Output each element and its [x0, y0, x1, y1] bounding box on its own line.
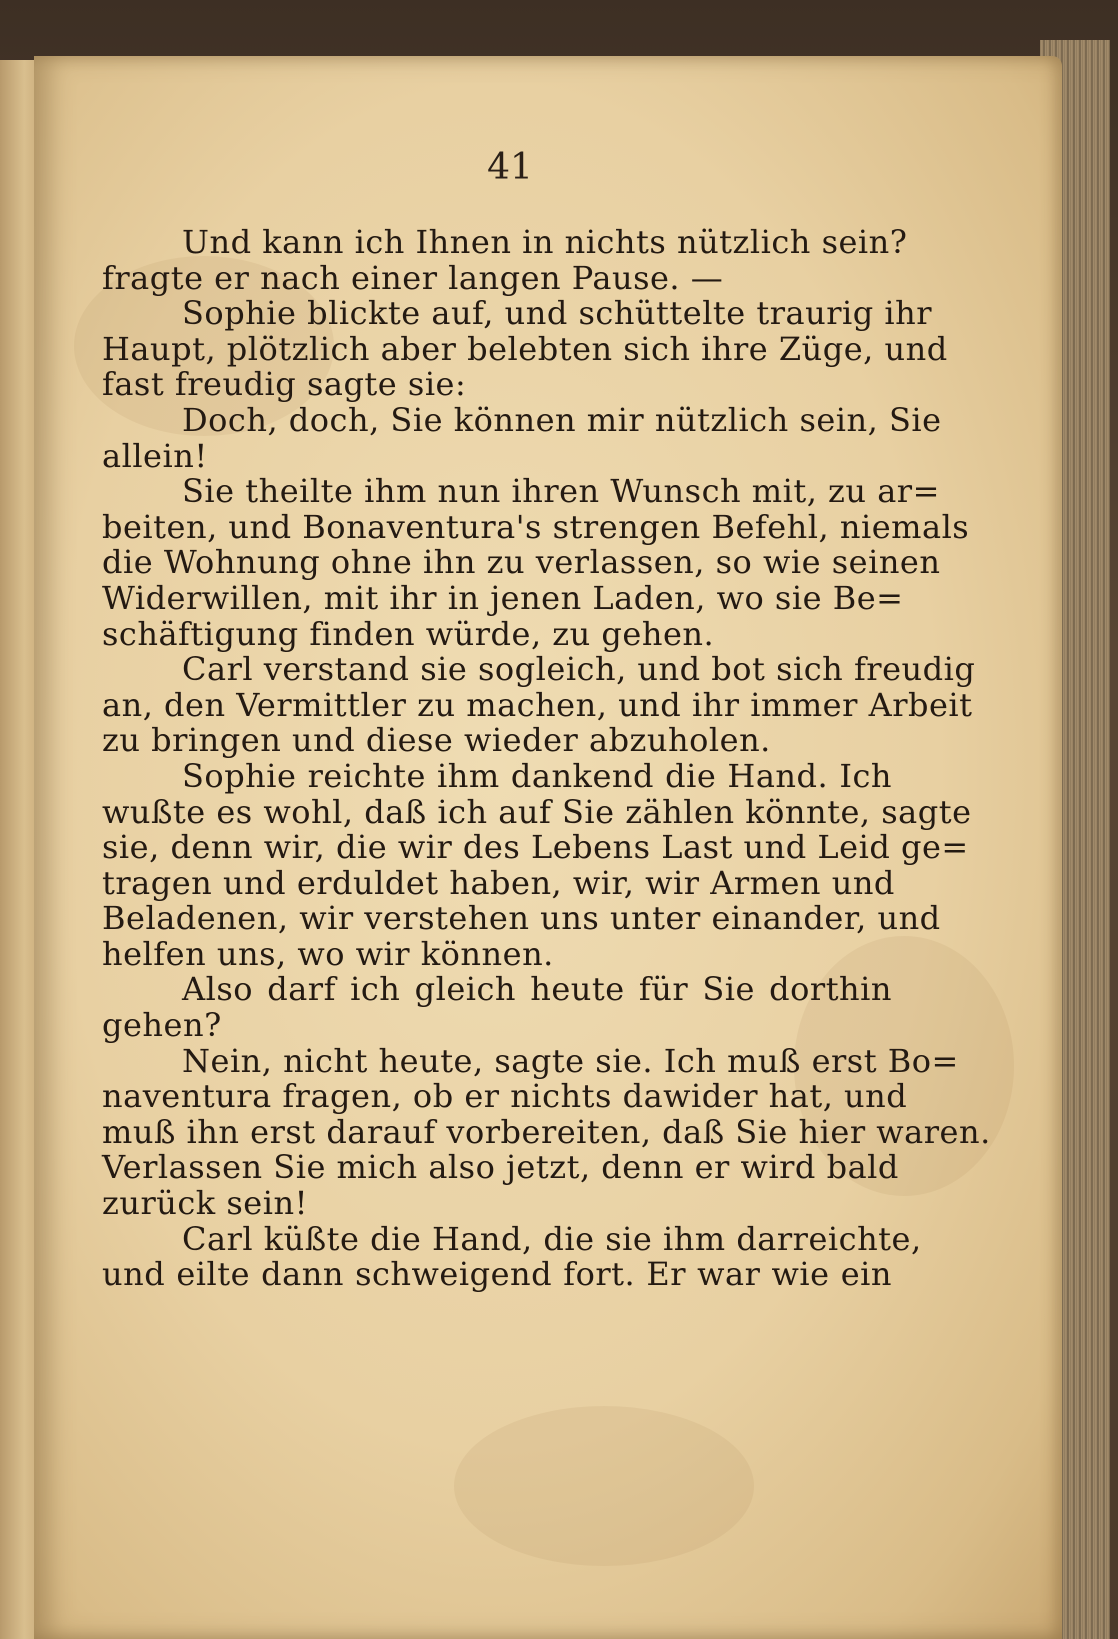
text-line: muß ihn erst darauf vorbereiten, daß Sie hier waren. — [102, 1112, 991, 1151]
text-line: allein! — [102, 436, 208, 475]
text-line: die Wohnung ohne ihn zu verlassen, so wie seinen — [102, 543, 941, 582]
text-line: Widerwillen, mit ihr in jenen Laden, wo sie Be= — [102, 578, 904, 617]
text-line: Und kann ich Ihnen in nichts nützlich sein? — [182, 223, 908, 261]
text-line: Beladenen, wir verstehen uns unter einander, und — [102, 899, 941, 938]
text-line: Sie theilte ihm nun ihren Wunsch mit, zu ar= — [182, 472, 940, 511]
page-text — [102, 223, 991, 1294]
text-line: Sophie reichte ihm dankend die Hand. Ich — [182, 756, 892, 795]
text-line: fast freudig sagte sie: — [102, 365, 467, 404]
text-line: schäftigung finden würde, zu gehen. — [102, 614, 715, 653]
text-line: gehen? — [102, 1006, 222, 1045]
text-line: tragen und erduldet haben, wir, wir Armen und — [102, 863, 895, 902]
text-line: naventura fragen, ob er nichts dawider hat, und — [102, 1077, 908, 1116]
text-line: helfen uns, wo wir können. — [102, 934, 554, 973]
text-line: Also darf ich gleich heute für Sie dorthin — [182, 970, 892, 1009]
text-line: Carl verstand sie sogleich, und bot sich freudig — [182, 650, 976, 689]
text-line: beiten, und Bonaventura's strengen Befehl, niemals — [102, 507, 970, 546]
text-line: fragte er nach einer langen Pause. — — [102, 258, 724, 297]
text-line: sie, denn wir, die wir des Lebens Last und Leid ge= — [102, 828, 969, 867]
text-line: an, den Vermittler zu machen, und ihr immer Arbeit — [102, 685, 973, 724]
text-line: Sophie blickte auf, und schüttelte traurig ihr — [182, 294, 933, 333]
paper-stain — [454, 1406, 754, 1566]
text-line: wußte es wohl, daß ich auf Sie zählen könnte, sagte — [102, 792, 972, 831]
text-line: Verlassen Sie mich also jetzt, denn er wird bald — [102, 1148, 899, 1187]
text-line: Carl küßte die Hand, die sie ihm darreichte, — [182, 1219, 922, 1258]
page-number: 41 — [487, 147, 533, 188]
text-line: Doch, doch, Sie können mir nützlich sein, Sie — [182, 400, 942, 439]
text-line: und eilte dann schweigend fort. Er war wie ein — [102, 1255, 892, 1294]
text-line: Haupt, plötzlich aber belebten sich ihre Züge, und — [102, 329, 948, 368]
text-line: zurück sein! — [102, 1184, 308, 1223]
text-line: Nein, nicht heute, sagte sie. Ich muß erst Bo= — [182, 1041, 959, 1080]
text-line: zu bringen und diese wieder abzuholen. — [102, 721, 771, 760]
